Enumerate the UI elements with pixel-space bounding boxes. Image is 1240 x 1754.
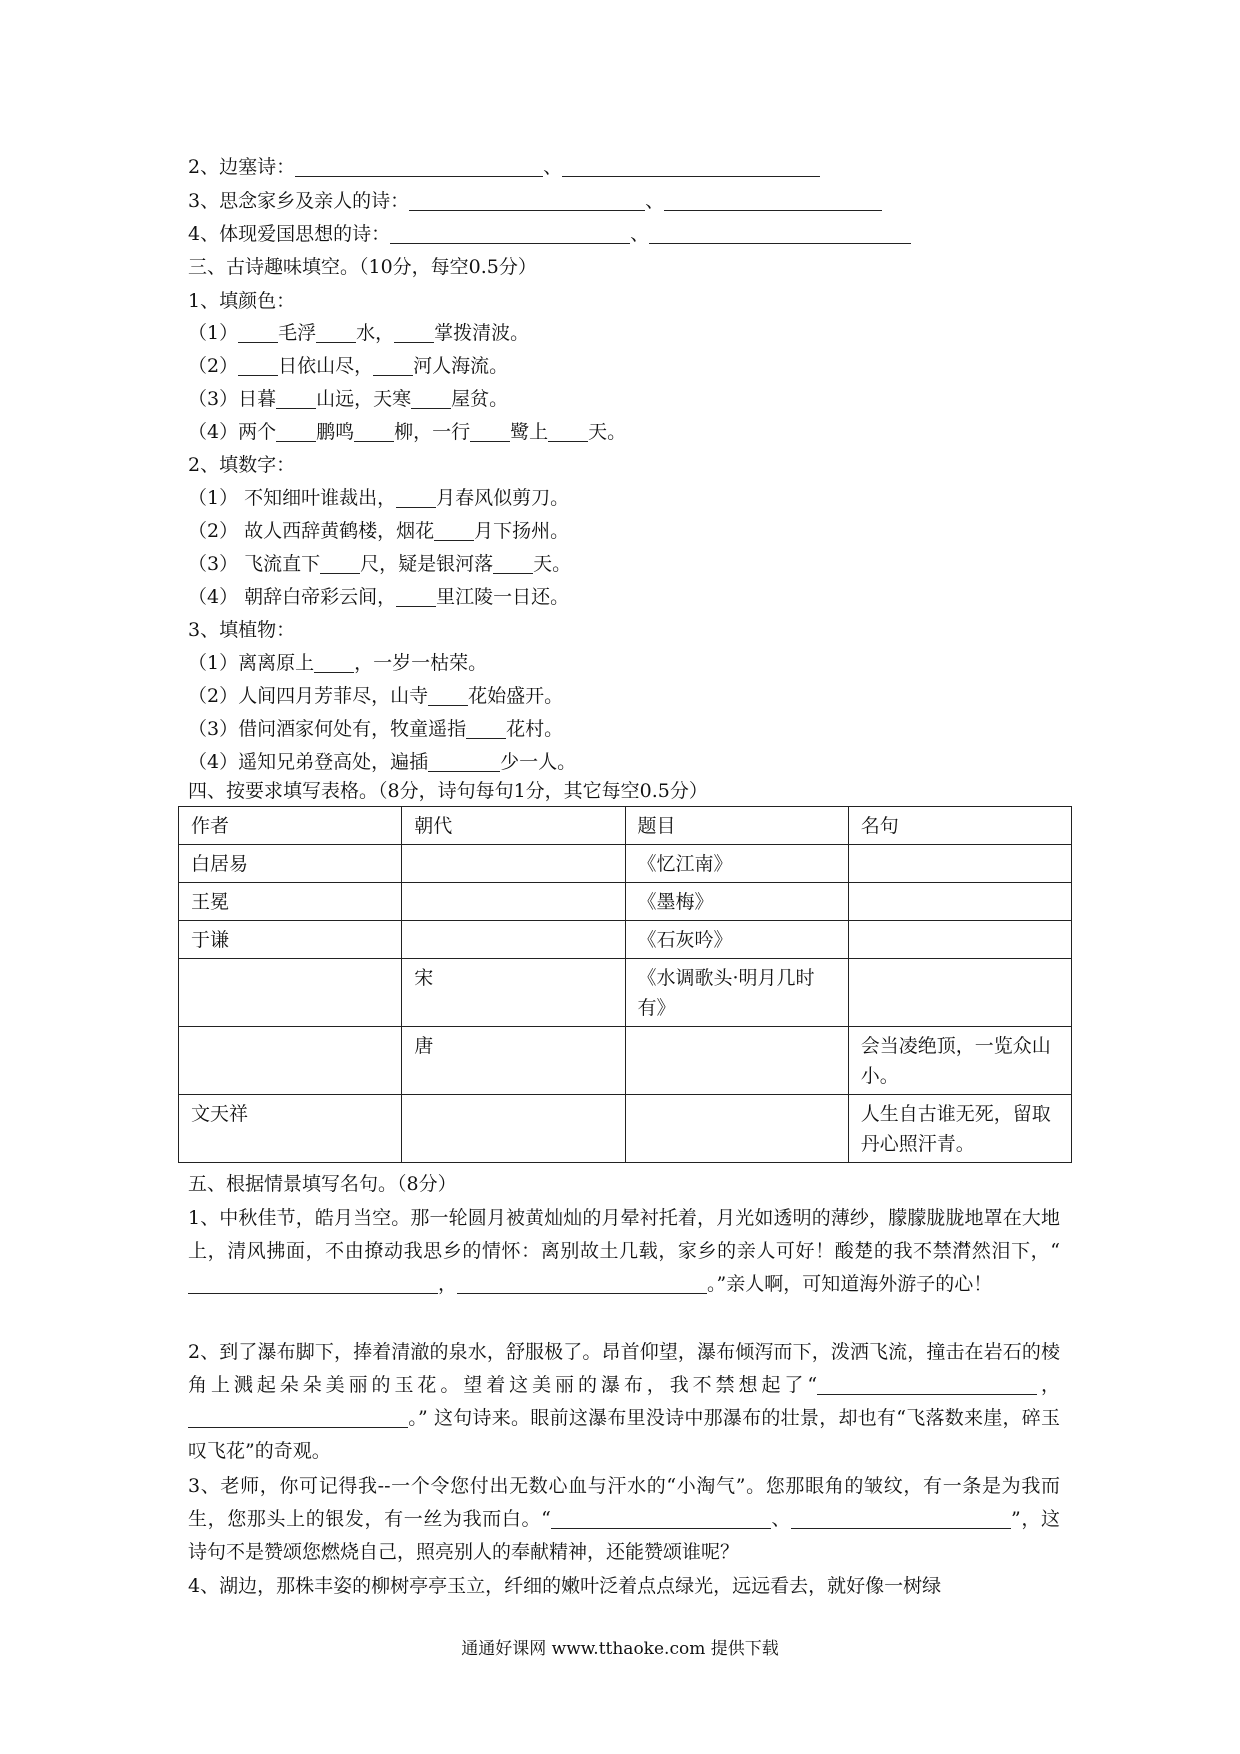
answer-blank[interactable]	[276, 388, 316, 409]
answer-blank[interactable]	[316, 322, 356, 343]
answer-blank[interactable]	[434, 520, 474, 541]
section-title: 三、古诗趣味填空。（10分，每空0.5分）	[188, 256, 537, 278]
answer-blank[interactable]	[551, 1508, 771, 1529]
fill-item	[188, 417, 626, 447]
table-cell[interactable]	[848, 845, 1071, 883]
answer-blank[interactable]	[817, 1374, 1037, 1395]
item-text: 鹏鸣	[316, 421, 355, 443]
item-text: （2） 故人西辞黄鹤楼，烟花	[188, 520, 435, 542]
poem-category-line	[188, 152, 820, 182]
item-text: （4）遥知兄弟登高处，遍插	[188, 751, 429, 773]
item-text: 天。	[533, 553, 572, 575]
table-cell: 宋	[402, 959, 625, 1027]
fill-item	[188, 582, 569, 612]
answer-blank[interactable]	[295, 156, 543, 177]
table-cell: 《水调歌头·明月几时有》	[625, 959, 848, 1027]
answer-blank[interactable]	[411, 388, 451, 409]
header-author: 作者	[179, 807, 402, 845]
section-title: 四、按要求填写表格。（8分，诗句每句1分，其它每空0.5分）	[188, 780, 708, 802]
line-label: 4、体现爱国思想的诗：	[188, 223, 391, 245]
paragraph-text: 2、到了瀑布脚下，捧着清澈的泉水，舒服极了。昂首仰望，瀑布倾泻而下，泼洒飞流，撞击在岩石的棱角上溅起朵朵美丽的玉花。望着这美丽的瀑布，我不禁想起了“	[188, 1341, 1060, 1396]
fill-item	[188, 648, 487, 678]
item-text: ，一岁一枯荣。	[354, 652, 488, 674]
answer-blank[interactable]	[409, 190, 645, 211]
fill-item	[188, 483, 569, 513]
poem-category-line	[188, 219, 911, 249]
line-label: 2、边塞诗：	[188, 156, 296, 178]
item-text: 河人海流。	[413, 355, 509, 377]
separator: 、	[630, 223, 650, 245]
item-text: （1） 不知细叶谁裁出，	[188, 487, 397, 509]
item-text: 屋贫。	[451, 388, 509, 410]
scenario-paragraph-1	[188, 1202, 1060, 1301]
item-text: 山远，天寒	[316, 388, 412, 410]
line-label: 3、思念家乡及亲人的诗：	[188, 190, 410, 212]
answer-blank[interactable]	[238, 322, 278, 343]
item-text: 尺，疑是银河落	[360, 553, 494, 575]
item-text: （3） 飞流直下	[188, 553, 321, 575]
poem-table	[178, 806, 1072, 1163]
separator: 、	[543, 156, 563, 178]
answer-blank[interactable]	[394, 322, 434, 343]
answer-blank[interactable]	[649, 223, 911, 244]
table-cell[interactable]	[179, 959, 402, 1027]
table-row	[179, 1095, 1072, 1163]
table-cell[interactable]	[402, 845, 625, 883]
table-cell[interactable]	[848, 921, 1071, 959]
fill-item	[188, 714, 563, 744]
scenario-paragraph-4: 4、湖边，那株丰姿的柳树亭亭玉立，纤细的嫩叶泛着点点绿光，远远看去，就好像一树绿	[188, 1575, 942, 1597]
table-cell: 《忆江南》	[625, 845, 848, 883]
answer-blank[interactable]	[276, 421, 316, 442]
answer-blank[interactable]	[562, 156, 820, 177]
scenario-paragraph-2	[188, 1336, 1060, 1468]
table-cell[interactable]	[625, 1095, 848, 1163]
item-text: 毛浮	[278, 322, 317, 344]
table-cell[interactable]	[848, 883, 1071, 921]
fill-item	[188, 318, 529, 348]
table-cell[interactable]	[848, 959, 1071, 1027]
paragraph-text: ”，这诗句不是赞颂您燃烧自己，照亮别人的奉献精神，还能赞颂谁呢？	[188, 1508, 1060, 1563]
table-cell: 王冕	[179, 883, 402, 921]
item-text: 花村。	[506, 718, 564, 740]
page-footer: 通通好课网 www.tthaoke.com 提供下载	[461, 1639, 779, 1659]
table-cell: 文天祥	[179, 1095, 402, 1163]
fill-item	[188, 351, 508, 381]
table-cell: 人生自古谁无死，留取丹心照汗青。	[848, 1095, 1071, 1163]
header-famous-line: 名句	[848, 807, 1071, 845]
item-text: 月下扬州。	[474, 520, 570, 542]
answer-blank[interactable]	[664, 190, 882, 211]
item-text: 日依山尽，	[278, 355, 374, 377]
answer-blank[interactable]	[320, 553, 360, 574]
paragraph-text: 。”亲人啊，可知道海外游子的心！	[707, 1273, 993, 1295]
item-text: 月春风似剪刀。	[436, 487, 570, 509]
paragraph-text: ，	[1037, 1374, 1060, 1396]
paragraph-text: 1、中秋佳节，皓月当空。那一轮圆月被黄灿灿的月晕衬托着，月光如透明的薄纱，朦朦胧胧地罩在大地上，清风拂面，不由撩动我思乡的情怀：离别故土几载，家乡的亲人可好！酸楚的我不禁潸然泪下，“	[188, 1207, 1060, 1262]
answer-blank[interactable]	[457, 1273, 707, 1294]
header-title: 题目	[625, 807, 848, 845]
item-text: （1）离离原上	[188, 652, 315, 674]
item-text: 里江陵一日还。	[436, 586, 570, 608]
item-text: 天。	[588, 421, 627, 443]
answer-blank[interactable]	[470, 421, 510, 442]
table-cell: 唐	[402, 1027, 625, 1095]
table-row	[179, 921, 1072, 959]
table-cell: 《石灰吟》	[625, 921, 848, 959]
answer-blank[interactable]	[548, 421, 588, 442]
subsection-title: 3、填植物：	[188, 619, 296, 641]
item-text: （2）人间四月芳菲尽，山寺	[188, 685, 429, 707]
answer-blank[interactable]	[396, 586, 436, 607]
answer-blank[interactable]	[428, 685, 468, 706]
table-header-row	[179, 807, 1072, 845]
answer-blank[interactable]	[493, 553, 533, 574]
fill-item	[188, 549, 571, 579]
item-text: （3）日暮	[188, 388, 277, 410]
item-text: （3）借问酒家何处有，牧童遥指	[188, 718, 467, 740]
subsection-title: 1、填颜色：	[188, 290, 296, 312]
paragraph-text: ，	[438, 1273, 458, 1295]
table-cell[interactable]	[402, 1095, 625, 1163]
item-text: 鹭上	[510, 421, 549, 443]
item-text: （4）两个	[188, 421, 277, 443]
item-text: （1）	[188, 322, 239, 344]
answer-blank[interactable]	[373, 355, 413, 376]
separator: 、	[645, 190, 665, 212]
fill-item	[188, 516, 569, 546]
table-cell: 白居易	[179, 845, 402, 883]
table-row	[179, 883, 1072, 921]
answer-blank[interactable]	[466, 718, 506, 739]
table-cell[interactable]	[402, 921, 625, 959]
header-dynasty: 朝代	[402, 807, 625, 845]
table-cell: 《墨梅》	[625, 883, 848, 921]
fill-item	[188, 384, 508, 414]
paragraph-text: 。” 这句诗来。眼前这瀑布里没诗中那瀑布的壮景，却也有“飞落数来崖，碎玉叹飞花”的奇观。	[188, 1407, 1060, 1462]
answer-blank[interactable]	[188, 1407, 408, 1428]
answer-blank[interactable]	[428, 751, 500, 772]
fill-item	[188, 747, 576, 777]
answer-blank[interactable]	[354, 421, 394, 442]
paragraph-text: 、	[770, 1508, 792, 1530]
answer-blank[interactable]	[390, 223, 630, 244]
poem-category-line	[188, 186, 882, 216]
answer-blank[interactable]	[791, 1508, 1011, 1529]
table-row	[179, 959, 1072, 1027]
fill-item	[188, 681, 563, 711]
answer-blank[interactable]	[396, 487, 436, 508]
section-title: 五、根据情景填写名句。（8分）	[188, 1173, 457, 1195]
item-text: （2）	[188, 355, 239, 377]
answer-blank[interactable]	[314, 652, 354, 673]
scenario-paragraph-3	[188, 1470, 1060, 1569]
item-text: 柳，一行	[394, 421, 471, 443]
paragraph-text: 3、老师，你可记得我--一个令您付出无数心血与汗水的“小淘气”。您那眼角的皱纹，有一条是为我而生，您那头上的银发，有一丝为我而白。“	[188, 1475, 1060, 1530]
answer-blank[interactable]	[188, 1273, 438, 1294]
item-text: 少一人。	[500, 751, 577, 773]
table-cell[interactable]	[179, 1027, 402, 1095]
item-text: 花始盛开。	[468, 685, 564, 707]
answer-blank[interactable]	[238, 355, 278, 376]
table-row	[179, 1027, 1072, 1095]
table-cell[interactable]	[625, 1027, 848, 1095]
table-cell: 于谦	[179, 921, 402, 959]
table-row	[179, 845, 1072, 883]
table-cell: 会当凌绝顶，一览众山小。	[848, 1027, 1071, 1095]
item-text: 水，	[356, 322, 395, 344]
item-text: （4） 朝辞白帝彩云间，	[188, 586, 397, 608]
table-cell[interactable]	[402, 883, 625, 921]
item-text: 掌拨清波。	[434, 322, 530, 344]
subsection-title: 2、填数字：	[188, 454, 296, 476]
